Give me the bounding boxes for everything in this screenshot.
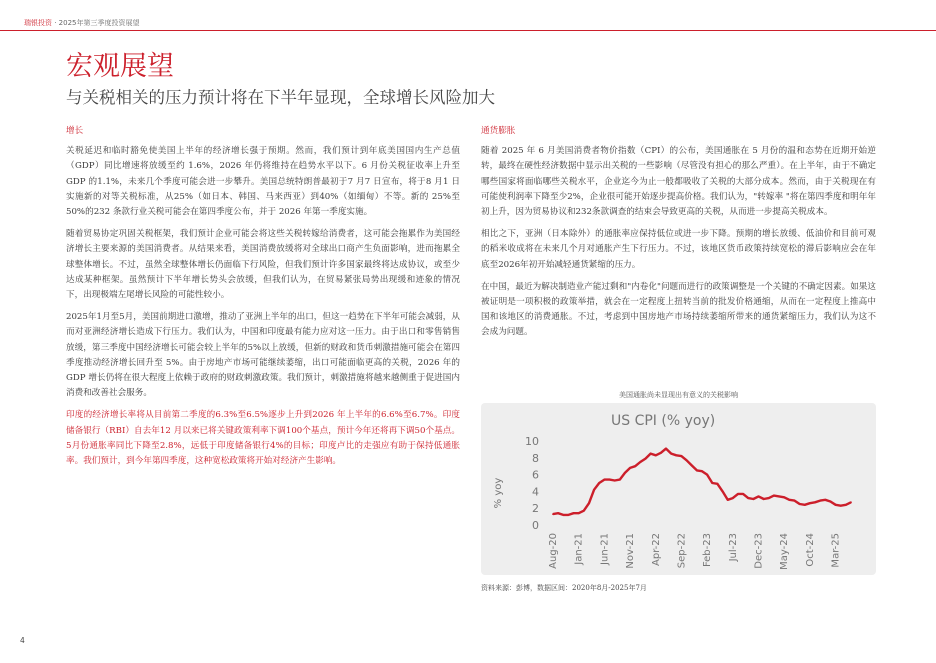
data-point xyxy=(696,470,698,472)
growth-heading: 增长 xyxy=(66,126,84,136)
data-point xyxy=(706,474,708,476)
chart-title: US CPI (% yoy) xyxy=(611,413,716,429)
data-point xyxy=(747,497,749,499)
series-line xyxy=(553,449,851,515)
y-tick-label: 4 xyxy=(532,485,539,499)
chart-source-note: 资料来源：彭博，数据区间：2020年8月-2025年7月 xyxy=(481,584,647,592)
growth-paragraph-2: 随着贸易协定巩固关税框架，我们预计企业可能会将这些关税转嫁给消费者，这可能会拖累作为美国经济增长主要来源的美国消费者。从结果来看，美国消费放缓将对全球出口商产生负面影响，进而拖累全球整体增长。不过，虽然全球整体增长仍面临下行风险，但我们预计许多国家最终将达成协议，或至少达成某种框架。虽然预计下半年增长势头会放缓，但我们认为，在贸易紧张局势出现缓和迹象的情况下，出现极端左尾增长风险的可能性较小。 xyxy=(66,229,460,301)
page-subtitle: 与关税相关的压力预计将在下半年显现，全球增长风险加大 xyxy=(66,88,495,107)
y-tick-label: 8 xyxy=(532,451,539,465)
data-point xyxy=(639,461,641,463)
data-point xyxy=(583,510,585,512)
data-point xyxy=(701,470,703,472)
data-point xyxy=(681,455,683,457)
chart-panel xyxy=(481,403,876,575)
x-tick-label: Mar-25 xyxy=(830,533,842,568)
x-tick-label: Apr-22 xyxy=(650,533,662,566)
data-point xyxy=(819,500,821,502)
x-tick-label: Sep-22 xyxy=(676,533,688,569)
data-point xyxy=(660,452,662,454)
data-point xyxy=(804,504,806,506)
growth-paragraph-1: 关税延迟和临时豁免使美国上半年的经济增长强于预期。然而，我们预计到年底美国国内生产总值（GDP）同比增速将放缓至约 1.6%，2026 年仍将维持在趋势水平以下。6 月份关税征收率上升至GDP 的1.1%，未来几个季度可能会进一步攀升。美国总统特朗普最初于7 月7 日宣布，将于8 月1 日实施新的对等关税标准，从25%（如日本、韩国、马来西亚）到40%（如缅甸）不等。新的 25%至50%的232 条款行业关税可能会在第四季度公布，并于 2026 年第一季度实施。 xyxy=(66,146,460,218)
data-point xyxy=(711,482,713,484)
data-point xyxy=(850,501,852,503)
data-point xyxy=(624,472,626,474)
x-tick-label: May-24 xyxy=(779,533,791,570)
data-point xyxy=(783,496,785,498)
data-point xyxy=(814,501,816,503)
data-point xyxy=(557,512,559,514)
data-point xyxy=(845,504,847,506)
data-point xyxy=(824,499,826,501)
data-point xyxy=(835,504,837,506)
header-rule xyxy=(0,30,936,31)
inflation-paragraph-3: 在中国，最近为解决制造业产能过剩和"内卷化"问题而进行的政策调整是一个关键的不确定因素。如果这被证明是一项积极的政策举措，就会在一定程度上扭转当前的批发价格通缩，从而在一定程度上推高中国和该地区的消费通胀。不过，考虑到中国房地产市场持续萎缩所带来的通货紧缩压力，我们认为这不会成为问题。 xyxy=(481,281,876,338)
data-point xyxy=(737,493,739,495)
data-point xyxy=(552,513,554,515)
y-tick-label: 0 xyxy=(532,519,539,532)
data-point xyxy=(717,483,719,485)
x-tick-label: Feb-23 xyxy=(702,533,714,568)
data-point xyxy=(830,501,832,503)
x-tick-label: Oct-24 xyxy=(804,533,816,567)
left-column xyxy=(66,124,460,476)
data-point xyxy=(691,465,693,467)
data-point xyxy=(655,454,657,456)
data-point xyxy=(722,491,724,493)
x-tick-label: Dec-23 xyxy=(753,533,765,569)
data-point xyxy=(675,454,677,456)
inflation-heading: 通货膨胀 xyxy=(481,126,516,136)
data-point xyxy=(604,479,606,481)
x-tick-label: Jul-23 xyxy=(727,533,739,562)
data-point xyxy=(794,500,796,502)
chart-y-axis-label: % yoy xyxy=(493,477,504,509)
data-point xyxy=(742,493,744,495)
data-point xyxy=(650,453,652,455)
data-point xyxy=(778,496,780,498)
right-column xyxy=(481,124,876,348)
data-point xyxy=(753,498,755,500)
inflation-paragraph-2: 相比之下，亚洲（日本除外）的通胀率应保持低位或进一步下降。预期的增长放缓、低油价和目前可观的稻米收成将在未来几个月对通胀产生下行压力。不过，该地区货币政策持续宽松的滞后影响应会在年底至2026年初开始减轻通货紧缩的压力。 xyxy=(481,229,876,270)
y-tick-label: 2 xyxy=(532,502,539,516)
series-points xyxy=(552,448,852,516)
data-point xyxy=(609,479,611,481)
y-tick-labels xyxy=(525,435,539,532)
page-number: 4 xyxy=(20,636,25,645)
data-point xyxy=(568,514,570,516)
data-point xyxy=(727,499,729,501)
data-point xyxy=(629,467,631,469)
data-point xyxy=(593,489,595,491)
chart-caption: 美国通胀尚未显现出有意义的关税影响 xyxy=(619,391,738,399)
brand-label: 瑞银投资 xyxy=(24,19,52,27)
growth-paragraph-3: 2025年1月至5月，美国前期进口激增，推动了亚洲上半年的出口，但这一趋势在下半年可能会减弱，从而对亚洲经济增长造成下行压力。我们认为，中国和印度最有能力应对这一压力。由于出口和零售销售放缓，第三季度中国经济增长可能会较上半年的5%以上放缓，但新的财政和货币刺激措施可能会在第四季度推动经济增长回升至 5%。由于房地产市场可能继续萎缩，出口可能面临更高的关税，2026 年的 GDP 增长仍将在很大程度上依赖于政府的财政刺激政策。我们预计，刺激措施将越来越侧重于促进国内消费和改善社会服务。 xyxy=(66,312,460,399)
data-point xyxy=(634,465,636,467)
data-point xyxy=(645,458,647,460)
data-point xyxy=(758,496,760,498)
inflation-paragraph-1: 随着 2025 年 6 月美国消费者物价指数（CPI）的公布，美国通胀在 5 月份的温和态势在近期开始逆转，最终在硬性经济数据中显示出关税的一些影响（尽管没有担心的那么严重）。在上半年，由于不确定哪些国家将面临哪些关税水平，企业迄今为止一般都吸收了关税的大部分成本。然而，由于关税现在有可能使利润率下降至少2%，企业很可能开始逐步提高价格。我们认为，"转嫁率 "将在第四季度和明年年初上升，因为贸易协议和232条款调查的结束会导致更高的关税，从而进一步提高关税成本。 xyxy=(481,146,876,218)
data-point xyxy=(578,512,580,514)
data-point xyxy=(614,480,616,482)
x-tick-label: Jan-21 xyxy=(573,533,585,565)
x-tick-labels xyxy=(548,533,842,570)
x-tick-label: Jun-21 xyxy=(599,533,611,565)
data-point xyxy=(809,502,811,504)
data-point xyxy=(588,502,590,504)
x-tick-label: Nov-21 xyxy=(625,533,637,569)
y-tick-label: 6 xyxy=(532,468,539,482)
data-point xyxy=(788,499,790,501)
data-point xyxy=(768,497,770,499)
page-title: 宏观展望 xyxy=(66,51,174,82)
y-tick-label: 10 xyxy=(525,435,539,448)
data-point xyxy=(732,497,734,499)
x-tick-label: Aug-20 xyxy=(548,533,559,569)
data-point xyxy=(763,498,765,500)
data-point xyxy=(670,453,672,455)
data-point xyxy=(840,505,842,507)
data-point xyxy=(598,482,600,484)
data-point xyxy=(573,512,575,514)
india-highlight-paragraph: 印度的经济增长率将从目前第二季度的6.3%至6.5%逐步上升到2026 年上半年的6.6%至6.7%。印度储备银行（RBI）自去年12 月以来已将关键政策利率下调100个基点，预计今年还将再下调50个基点。5月份通胀率同比下降至2.8%，远低于印度储备银行4%的目标；印度卢比的走强应有助于保持低通胀率。我们预计，到今年第四季度，这种宽松政策将开始对经济产生影响。 xyxy=(66,410,460,467)
data-point xyxy=(799,503,801,505)
running-header xyxy=(24,18,140,28)
data-point xyxy=(686,459,688,461)
data-point xyxy=(665,448,667,450)
data-point xyxy=(773,495,775,497)
data-point xyxy=(562,514,564,516)
data-point xyxy=(619,479,621,481)
report-label: · 2025年第三季度投资展望 xyxy=(52,19,140,27)
cpi-line-chart xyxy=(481,403,876,575)
